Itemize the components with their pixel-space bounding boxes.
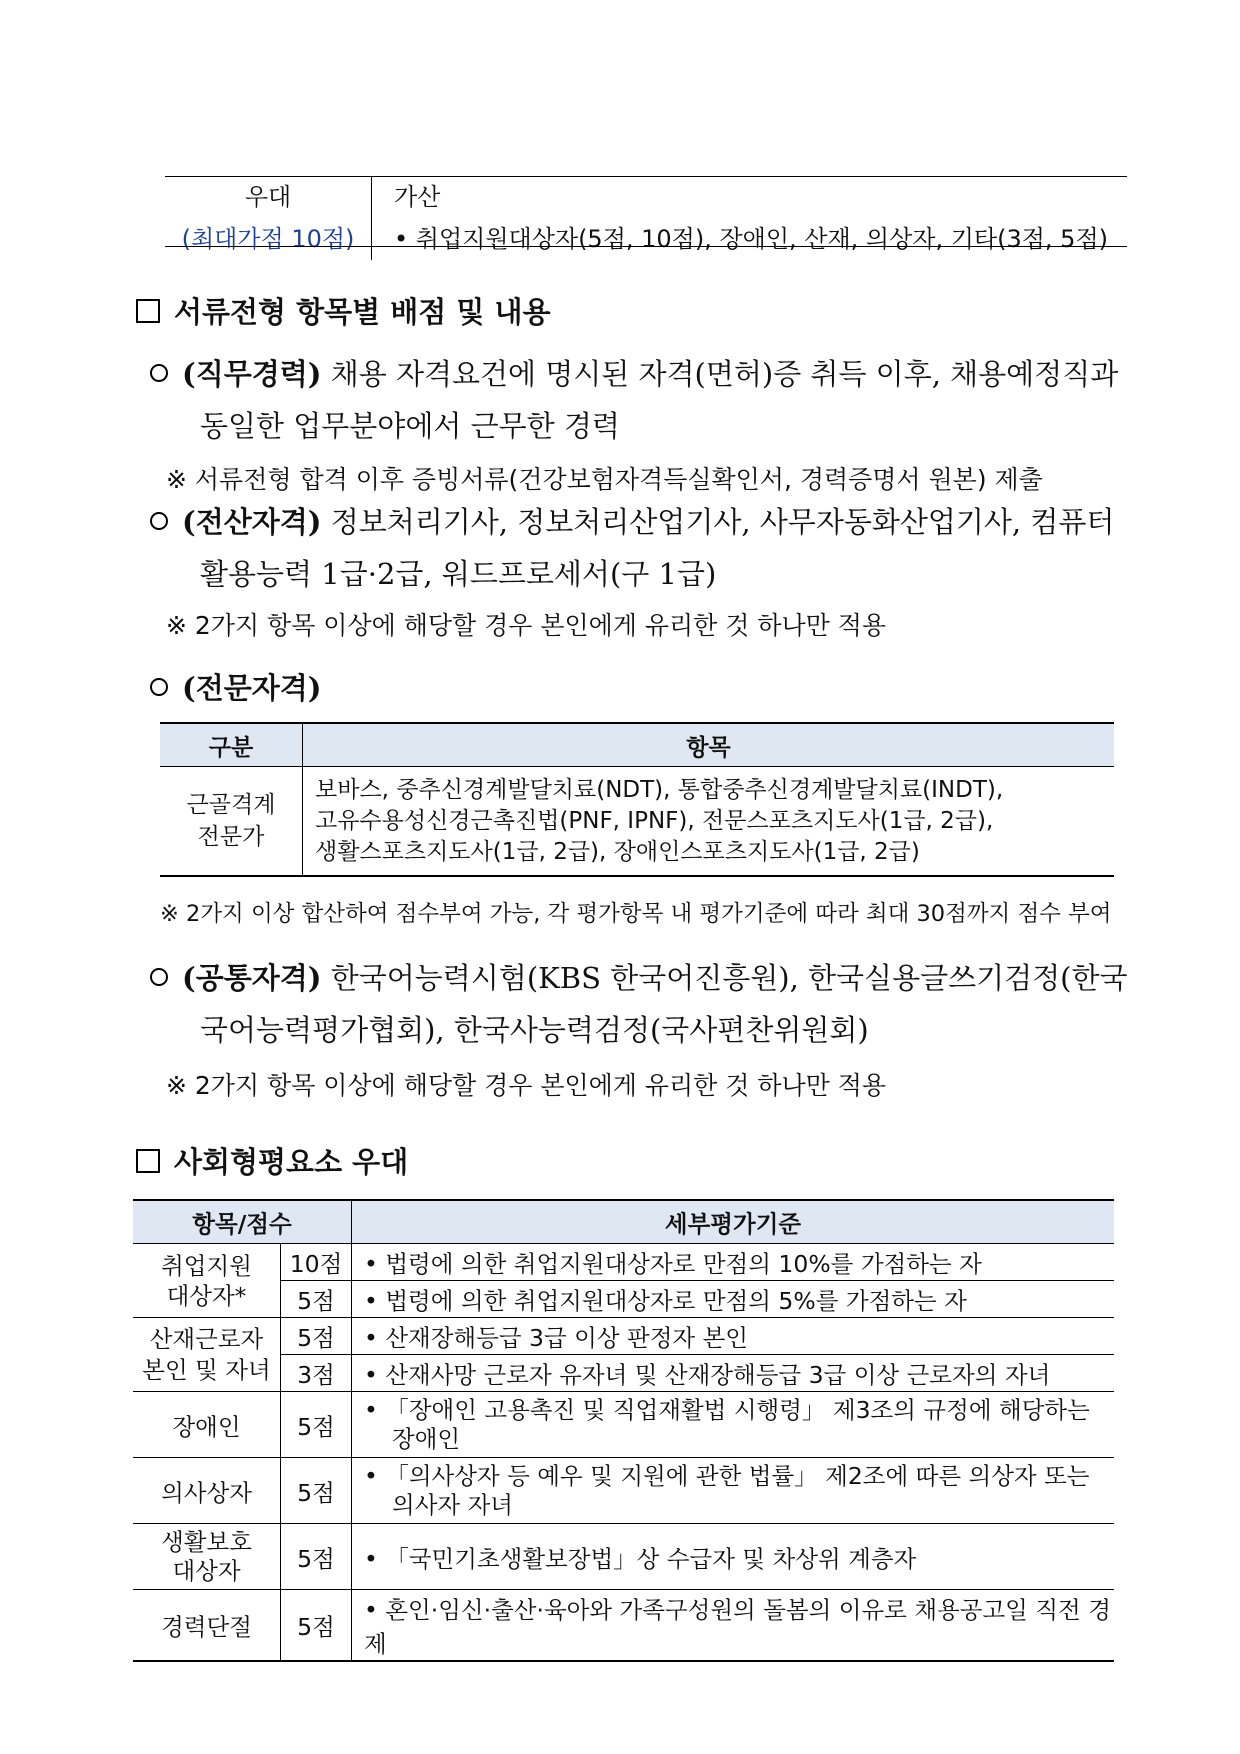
circle-bullet-icon — [150, 364, 168, 382]
item-line: 취업지원 — [161, 1251, 252, 1280]
table-cell-criteria — [352, 1392, 1115, 1458]
item-label: (전문자격) — [182, 671, 322, 705]
section-title: 서류전형 항목별 배점 및 내용 — [174, 295, 551, 329]
table-cell-item — [133, 1244, 281, 1318]
checkbox-square-icon — [136, 1149, 160, 1173]
note-text: ※ 2가지 이상 합산하여 점수부여 가능, 각 평가항목 내 평가기준에 따라 최대 30점까지 점수 부여 — [160, 901, 1112, 927]
table-cell-criteria: • 「국민기초생활보장법」상 수급자 및 차상위 계층자 — [352, 1524, 1115, 1590]
criteria-line-continued: 장애인 — [392, 1424, 461, 1453]
top-table-cell: 우대 — [165, 176, 372, 218]
table-header: 구분 — [160, 723, 303, 767]
circle-bullet-icon — [150, 678, 168, 696]
item-text: 한국어능력시험(KBS 한국어진흥원), 한국실용글쓰기검정(한국 — [321, 961, 1128, 995]
pro-cert-item — [150, 660, 322, 716]
item-text: 정보처리기사, 정보처리산업기사, 사무자동화산업기사, 컴퓨터 — [321, 505, 1115, 539]
table-cell-score: 5점 — [281, 1318, 352, 1355]
preference-summary-table — [165, 176, 1127, 260]
table-cell-item — [133, 1524, 281, 1590]
career-item — [150, 346, 1130, 402]
table-cell-score: 5점 — [281, 1458, 352, 1524]
table-cell-score: 10점 — [281, 1244, 352, 1281]
top-table-cell: • 취업지원대상자(5점, 10점), 장애인, 산재, 의상자, 기타(3점, 5점) — [394, 225, 1108, 253]
item-line: 대상자* — [166, 1281, 247, 1310]
table-cell-item: 의사상자 — [133, 1458, 281, 1524]
item-text-continued: 활용능력 1급·2급, 워드프로세서(구 1급) — [200, 557, 717, 591]
table-header: 세부평가기준 — [352, 1200, 1115, 1244]
table-cell-score: 3점 — [281, 1355, 352, 1392]
common-cert-item — [150, 950, 1130, 1006]
criteria-line: • 「장애인 고용촉진 및 직업재활법 시행령」 제3조의 규정에 해당하는 — [364, 1395, 1090, 1424]
note-text: ※ 서류전형 합격 이후 증빙서류(건강보험자격득실확인서, 경력증명서 원본) 제출 — [166, 465, 1043, 494]
item-label: (직무경력) — [182, 357, 322, 391]
category-line: 전문가 — [197, 824, 265, 850]
table-cell-criteria: • 혼인·임신·출산·육아와 가족구성원의 돌봄의 이유로 채용공고일 직전 경제 — [352, 1590, 1115, 1662]
it-cert-item — [150, 494, 1130, 550]
section-title: 사회형평요소 우대 — [174, 1145, 409, 1179]
item-line: 생활보호 — [161, 1527, 252, 1556]
table-cell-criteria: • 산재사망 근로자 유자녀 및 산재장해등급 3급 이상 근로자의 자녀 — [352, 1355, 1115, 1392]
table-cell-criteria: • 법령에 의한 취업지원대상자로 만점의 5%를 가점하는 자 — [352, 1281, 1115, 1318]
circle-bullet-icon — [150, 968, 168, 986]
top-table-cell-max-points: (최대가점 10점) — [165, 218, 372, 260]
table-cell-item — [133, 1318, 281, 1392]
table-cell-score: 5점 — [281, 1524, 352, 1590]
items-line: 고유수용성신경근촉진법(PNF, IPNF), 전문스포츠지도사(1급, 2급), — [315, 807, 994, 834]
item-text: 채용 자격요건에 명시된 자격(면허)증 취득 이후, 채용예정직과 — [321, 357, 1119, 391]
table-cell-item: 경력단절 — [133, 1590, 281, 1662]
section-heading — [136, 1140, 408, 1181]
item-text-continued: 동일한 업무분야에서 근무한 경력 — [200, 409, 620, 443]
items-line: 보바스, 중추신경계발달치료(NDT), 통합중추신경계발달치료(INDT), — [315, 776, 1004, 803]
checkbox-square-icon — [136, 299, 160, 323]
item-label: (공통자격) — [182, 961, 322, 995]
table-cell-criteria: • 산재장해등급 3급 이상 판정자 본인 — [352, 1318, 1115, 1355]
item-line: 본인 및 자녀 — [142, 1355, 271, 1384]
table-cell-criteria — [352, 1458, 1115, 1524]
social-equity-table — [133, 1199, 1114, 1662]
item-line: 대상자 — [172, 1556, 241, 1585]
section-heading — [136, 290, 551, 331]
pro-cert-table — [160, 722, 1114, 877]
top-table-cell: 가산 — [394, 183, 441, 211]
item-line: 산재근로자 — [149, 1324, 264, 1353]
table-cell-score: 5점 — [281, 1590, 352, 1662]
note-text: ※ 2가지 항목 이상에 해당할 경우 본인에게 유리한 것 하나만 적용 — [166, 1071, 887, 1100]
items-line: 생활스포츠지도사(1급, 2급), 장애인스포츠지도사(1급, 2급) — [315, 838, 920, 865]
item-label: (전산자격) — [182, 505, 322, 539]
table-cell-items — [303, 767, 1115, 877]
criteria-line: • 「의사상자 등 예우 및 지원에 관한 법률」 제2조에 따른 의상자 또는 — [364, 1461, 1090, 1490]
table-header: 항목/점수 — [133, 1200, 352, 1244]
criteria-line-continued: 의사자 자녀 — [392, 1490, 513, 1519]
category-line: 근골격계 — [186, 792, 276, 818]
table-cell-score: 5점 — [281, 1392, 352, 1458]
item-text-continued: 국어능력평가협회), 한국사능력검정(국사편찬위원회) — [200, 1013, 869, 1047]
note-text: ※ 2가지 항목 이상에 해당할 경우 본인에게 유리한 것 하나만 적용 — [166, 611, 887, 640]
table-header: 항목 — [303, 723, 1115, 767]
table-cell-item: 장애인 — [133, 1392, 281, 1458]
circle-bullet-icon — [150, 512, 168, 530]
table-cell-category — [160, 767, 303, 877]
table-cell-score: 5점 — [281, 1281, 352, 1318]
table-cell-criteria: • 법령에 의한 취업지원대상자로 만점의 10%를 가점하는 자 — [352, 1244, 1115, 1281]
top-table-bottom-border — [165, 246, 1127, 247]
